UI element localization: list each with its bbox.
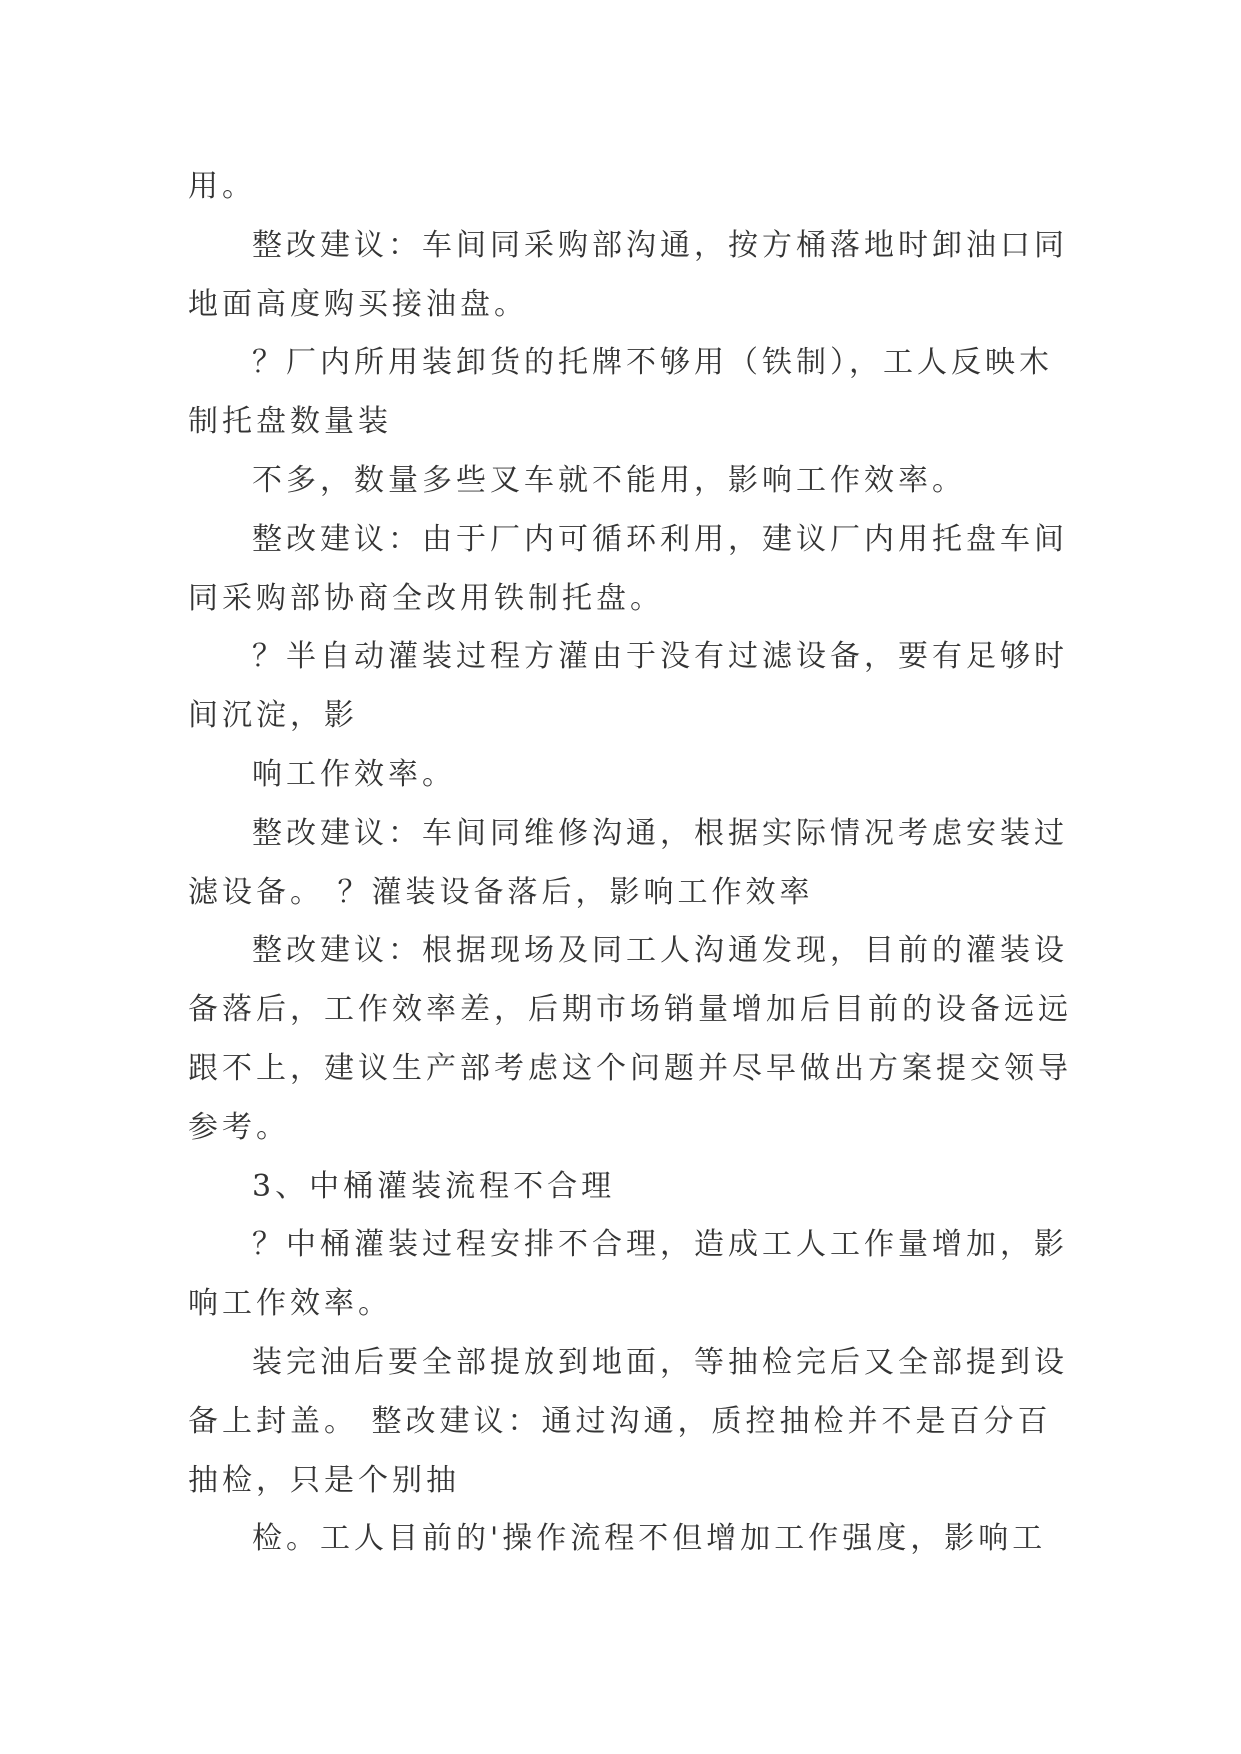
text-line: 制托盘数量装	[188, 404, 392, 440]
text-line: 用。	[188, 169, 256, 204]
text-line: 装完油后要全部提放到地面，等抽检完后又全部提到设	[252, 1344, 1068, 1380]
text-line: 抽检，只是个别抽	[188, 1462, 460, 1498]
text-line: 备上封盖。 整改建议：通过沟通，质控抽检并不是百分百	[188, 1403, 1052, 1439]
text-line: 地面高度购买接油盘。	[188, 286, 528, 322]
text-line: ？厂内所用装卸货的托牌不够用（铁制），工人反映木	[252, 345, 1053, 381]
text-line: 跟不上，建议生产部考虑这个问题并尽早做出方案提交领导	[188, 1050, 1072, 1086]
text-line: 响工作效率。	[252, 756, 456, 792]
text-line: ？中桶灌装过程安排不合理，造成工人工作量增加，影	[252, 1227, 1068, 1263]
text-line: 响工作效率。	[188, 1286, 392, 1322]
text-line: 备落后，工作效率差，后期市场销量增加后目前的设备远远	[188, 992, 1072, 1028]
text-line: 整改建议：车间同采购部沟通，按方桶落地时卸油口同	[252, 227, 1068, 263]
text-line: 整改建议：根据现场及同工人沟通发现，目前的灌装设	[252, 933, 1068, 969]
text-line: 间沉淀，影	[188, 698, 358, 734]
text-line: ？半自动灌装过程方灌由于没有过滤设备，要有足够时	[252, 639, 1068, 675]
text-line: 滤设备。 ？灌装设备落后，影响工作效率	[188, 874, 814, 910]
text-line: 不多，数量多些叉车就不能用，影响工作效率。	[252, 462, 966, 498]
text-line: 整改建议：车间同维修沟通，根据实际情况考虑安装过	[252, 815, 1068, 851]
text-line: 同采购部协商全改用铁制托盘。	[188, 580, 664, 616]
text-line: 检。工人目前的'操作流程不但增加工作强度，影响工	[252, 1521, 1047, 1557]
text-line: 参考。	[188, 1109, 290, 1145]
text-line: 整改建议：由于厂内可循环利用，建议厂内用托盘车间	[252, 521, 1068, 557]
text-line: 3、中桶灌装流程不合理	[252, 1168, 616, 1204]
document-body	[188, 158, 1072, 1569]
